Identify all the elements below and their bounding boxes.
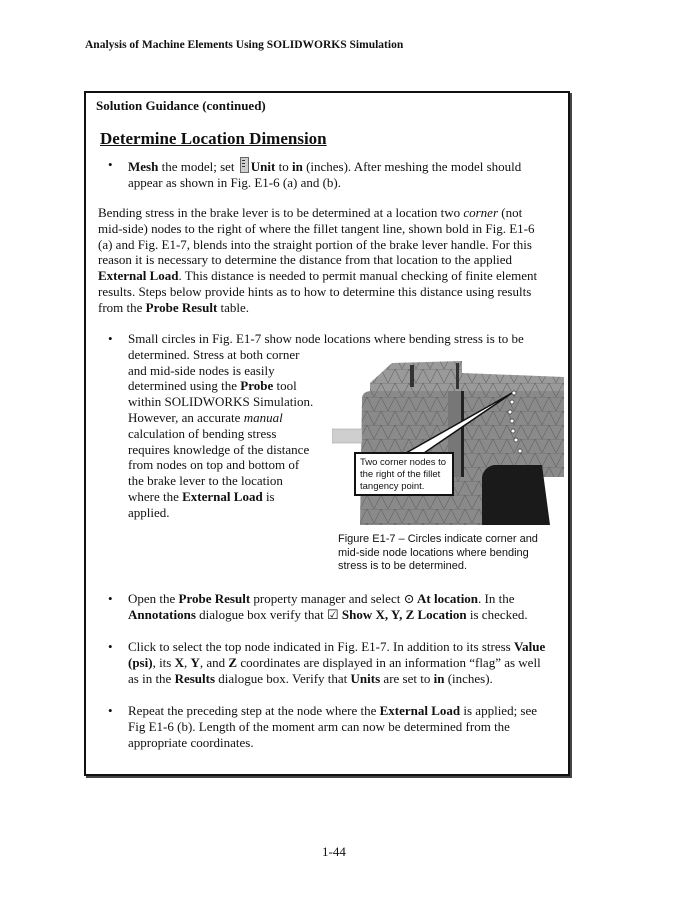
- text: Repeat the preceding step at the node where the: [128, 703, 380, 718]
- results-keyword: Results: [174, 670, 216, 686]
- bullet-marker: •: [108, 639, 113, 654]
- text: However, an accurate: [128, 409, 244, 425]
- emphasis: manual: [243, 409, 283, 425]
- text: calculation of bending stress: [128, 425, 277, 441]
- text: Click to select the top node indicated in Fig. E1-7. In addition to its stress: [128, 639, 514, 654]
- unit-keyword: Unit: [250, 159, 276, 174]
- text: , its: [152, 654, 175, 670]
- checkbox-checked-icon: ☑: [326, 606, 339, 622]
- text: appear as shown in Fig. E1-6 (a) and (b).: [128, 174, 341, 190]
- text: Figure E1-7 – Circles indicate corner and: [338, 533, 538, 545]
- text: Small circles in Fig. E1-7 show node locations where bending stress is to be: [128, 331, 524, 346]
- probe-keyword: Probe: [240, 378, 274, 394]
- text: property manager and select: [250, 591, 404, 606]
- text: (not: [498, 205, 523, 220]
- text: appropriate coordinates.: [128, 734, 254, 750]
- bullet-marker: •: [108, 331, 113, 346]
- units-keyword: Units: [350, 670, 381, 686]
- in-keyword: in: [433, 670, 445, 686]
- text: mid-side node locations where bending: [338, 546, 529, 559]
- text: . In the: [478, 591, 515, 606]
- text: the right of the fillet: [360, 469, 441, 480]
- text: as in the: [128, 670, 175, 686]
- text: stress is to be determined.: [338, 560, 468, 572]
- x-keyword: X: [174, 654, 184, 670]
- probe-result-keyword: Probe Result: [145, 299, 218, 315]
- text: determined using the: [128, 378, 241, 394]
- text: determined. Stress at both corner: [128, 346, 300, 362]
- text: Open the: [128, 591, 179, 606]
- text: the model; set: [158, 159, 238, 174]
- text: tool: [273, 378, 297, 394]
- bullet-click-node: [128, 639, 572, 686]
- text: coordinates are displayed in an information “flag” as well: [237, 654, 541, 670]
- text: Two corner nodes to: [360, 457, 447, 468]
- bullet-marker: •: [108, 703, 113, 718]
- text: . This distance is needed to permit manual checking of finite element: [178, 268, 538, 284]
- text: within SOLIDWORKS Simulation.: [128, 394, 314, 410]
- page-number: 1-44: [322, 844, 346, 859]
- text: and mid-side nodes is easily: [128, 362, 275, 378]
- emphasis: corner: [463, 205, 499, 220]
- value-keyword: Value: [513, 639, 546, 654]
- text: to: [275, 159, 292, 174]
- text: tangency point.: [360, 481, 425, 492]
- text: Bending stress in the brake lever is to be determined at a location two: [98, 205, 464, 220]
- text: requires knowledge of the distance: [128, 441, 310, 457]
- y-keyword: Y: [190, 654, 200, 670]
- text: is applied; see: [460, 703, 538, 718]
- section-heading: Determine Location Dimension: [100, 129, 327, 148]
- radio-button-icon: ⊙: [403, 591, 415, 606]
- bullet-repeat-step: [128, 703, 568, 750]
- external-load-keyword: External Load: [182, 488, 263, 504]
- at-location-keyword: At location: [414, 591, 479, 606]
- text: dialogue box. Verify that: [215, 670, 351, 686]
- bullet-mesh: [128, 157, 568, 191]
- text: from nodes on top and bottom of: [128, 457, 300, 473]
- text: (inches).: [444, 670, 493, 686]
- text: (a) and Fig. E1-7, blends into the straight portion of the brake lever handle. For this: [98, 236, 532, 252]
- unit-ruler-icon: [240, 157, 249, 173]
- psi-keyword: (psi): [128, 654, 153, 670]
- external-load-keyword: External Load: [379, 703, 461, 718]
- running-head: Analysis of Machine Elements Using SOLIDWORKS Simulation: [85, 39, 404, 51]
- figure-caption: [338, 533, 558, 574]
- bullet-marker: •: [108, 157, 113, 172]
- text: table.: [217, 299, 250, 315]
- text: applied.: [128, 504, 170, 520]
- external-load-keyword: External Load: [98, 268, 179, 284]
- text: the brake lever to the location: [128, 473, 283, 489]
- text: Fig E1-6 (b). Length of the moment arm can now be determined from the: [128, 718, 510, 734]
- probe-result-keyword: Probe Result: [178, 591, 251, 606]
- mesh-keyword: Mesh: [128, 159, 159, 174]
- text: are set to: [380, 670, 434, 686]
- text: dialogue box verify that: [195, 606, 327, 622]
- mesh-figure-e1-7: [332, 355, 566, 525]
- in-keyword: in: [291, 159, 303, 174]
- text: (inches). After meshing the model should: [302, 159, 522, 174]
- text: mid-side) nodes to the right of where the fillet tangent line, shown bold in Fig. E1-6: [98, 220, 535, 236]
- figure-callout: [354, 452, 454, 496]
- annotations-keyword: Annotations: [128, 606, 196, 622]
- intro-paragraph: [98, 205, 568, 316]
- box-title: Solution Guidance (continued): [96, 98, 266, 113]
- text: ,: [184, 654, 191, 670]
- text: from the: [98, 299, 146, 315]
- text: results. Steps below provide hints as to how to determine this distance using results: [98, 283, 532, 299]
- bullet-marker: •: [108, 591, 113, 606]
- solution-guidance-box: [84, 91, 570, 776]
- bullet-open-probe: [128, 591, 568, 623]
- text: is checked.: [466, 606, 528, 622]
- show-xyz-keyword: Show X, Y, Z Location: [338, 606, 467, 622]
- text: reason it is necessary to determine the distance from that location to the applied: [98, 252, 513, 268]
- text: is: [262, 488, 275, 504]
- text: where the: [128, 488, 183, 504]
- text: , and: [199, 654, 229, 670]
- z-keyword: Z: [228, 654, 238, 670]
